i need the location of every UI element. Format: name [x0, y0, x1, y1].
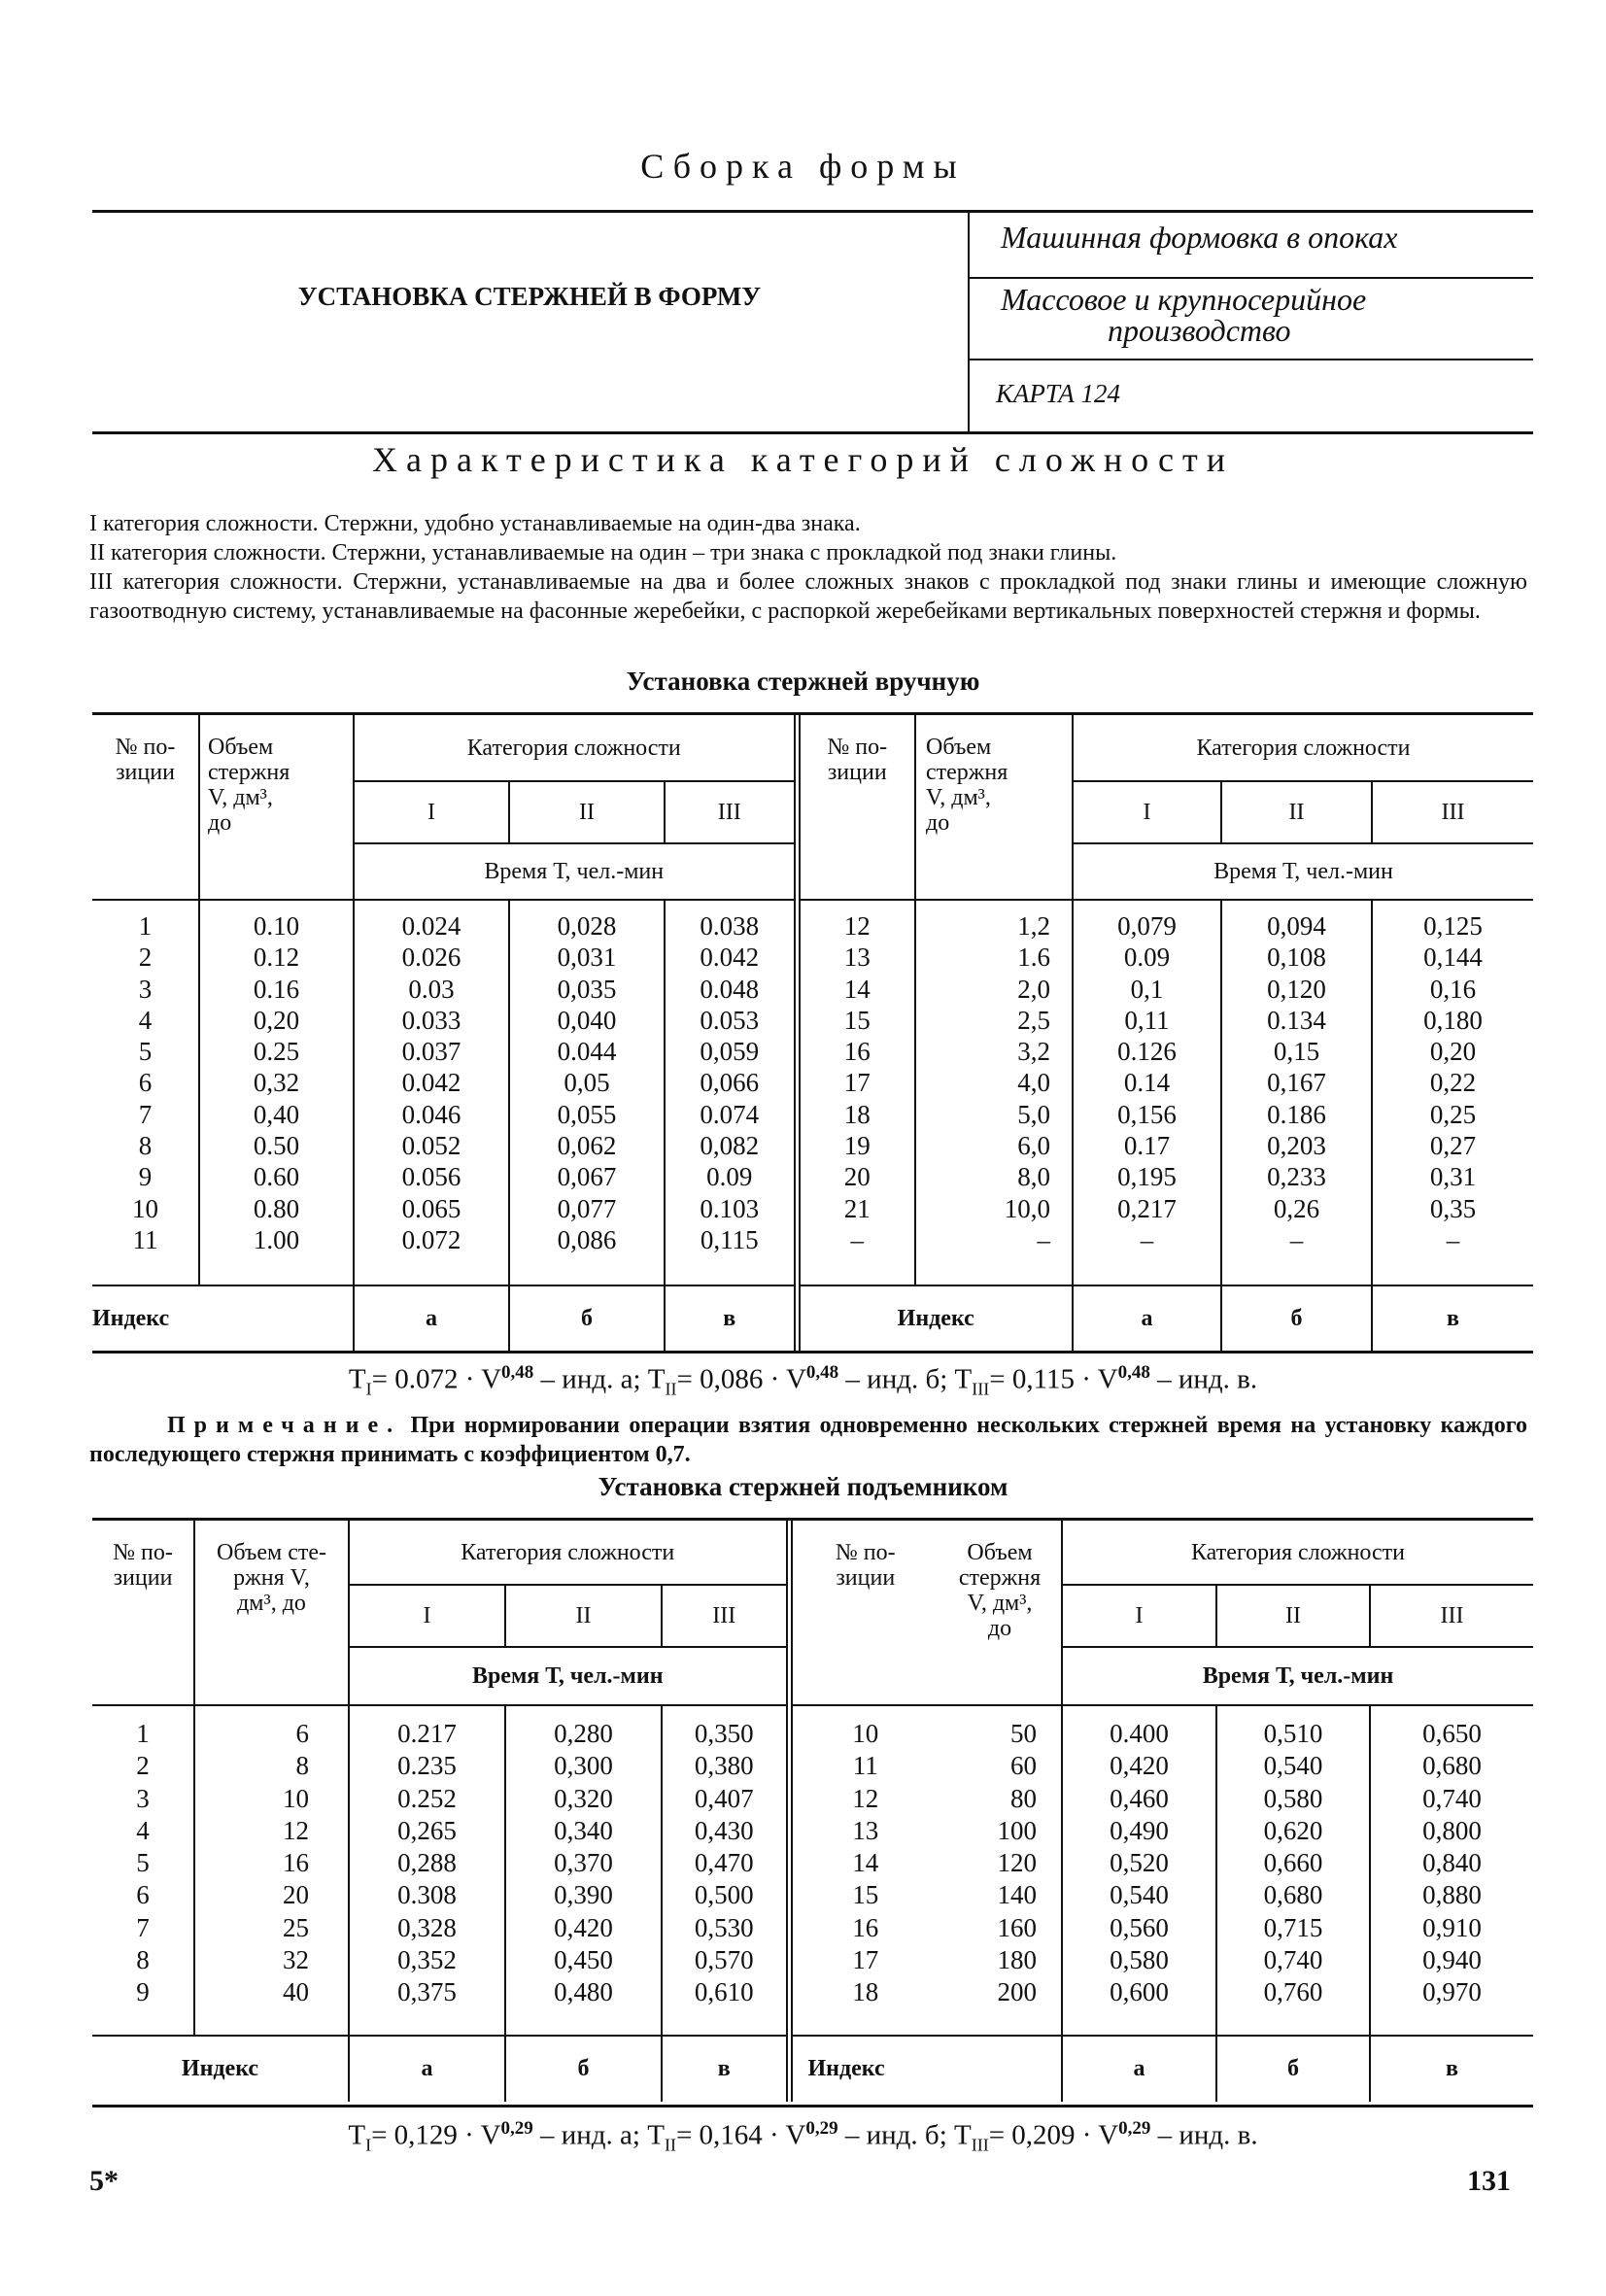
- t1-hdr-vol-right: Объем стержня V, дм³, до: [915, 715, 1073, 900]
- t2-col-pos-left: [92, 1705, 194, 2036]
- t1-index-label-right: Индекс: [797, 1285, 1073, 1352]
- t1-index-c-right: в: [1372, 1285, 1533, 1352]
- t2-hdr-cat-right: Категория сложности: [1062, 1521, 1533, 1585]
- t2-cat-3-left: III: [662, 1585, 789, 1647]
- t2-c3-right: 0,650 0,680 0,740 0,800 0,840 0,880 0,910 0,940 0,970: [1422, 1719, 1482, 2007]
- t2-index-b-right: б: [1216, 2036, 1370, 2102]
- t1-hdr-vol-left: Объем стержня V, дм³, до: [199, 715, 354, 900]
- table1-bottom-rule: [92, 1351, 1533, 1354]
- t2-cat-2-left: II: [505, 1585, 662, 1647]
- t1-col-c2-right: [1221, 900, 1372, 1285]
- t2-index-label-left: Индекс: [92, 2036, 349, 2102]
- t1-formula-i1: – инд. а; Т: [533, 1363, 666, 1395]
- t1-c1-right: 0,079 0.09 0,1 0,11 0.126 0.14 0,156 0.17 0,195 0,217 –: [1117, 911, 1177, 1254]
- t1-pos-right: 12 13 14 15 16 17 18 19 20 21 –: [843, 911, 871, 1254]
- t1-formula-i2: – инд. б; Т: [838, 1363, 973, 1395]
- header-production-type-1: Массовое и крупносерийное: [1001, 282, 1367, 317]
- t2-formula-sub1: I: [365, 2135, 372, 2155]
- t2-hdr-pos-left: № по- зиции: [113, 1540, 173, 1591]
- t2-col-c1-left: [349, 1705, 505, 2036]
- header-production-method: Машинная формовка в опоках: [1001, 220, 1398, 255]
- t2-c3-left: 0,350 0,380 0,407 0,430 0,470 0,500 0,530 0,570 0,610: [694, 1719, 754, 2007]
- header-bottom-rule: [92, 431, 1533, 434]
- t1-cat-1-left: I: [354, 781, 509, 843]
- t2-col-c2-right: [1216, 1705, 1370, 2036]
- card-number: КАРТА 124: [996, 379, 1120, 408]
- t1-col-c3-left: [665, 900, 797, 1285]
- t1-hdr-pos-left: № по- зиции: [115, 735, 176, 785]
- t2-col-pos-right: [789, 1705, 939, 2036]
- t2-formula-sub3: III: [971, 2135, 989, 2155]
- t1-hdr-pos-right: № по- зиции: [797, 715, 915, 900]
- t2-formula-t: Т: [348, 2119, 366, 2151]
- header-rule-1: [968, 277, 1533, 279]
- t2-index-a-right: а: [1062, 2036, 1216, 2102]
- t1-index-b-right: б: [1221, 1285, 1372, 1352]
- t2-hdr-vol-right: Объем стержня V, дм³, до: [958, 1540, 1042, 1641]
- t1-vol-left: 0.10 0.12 0.16 0,20 0.25 0,32 0,40 0.50 0.60 0.80 1.00: [253, 911, 300, 1254]
- t2-formula-i3: – инд. в.: [1150, 2119, 1258, 2151]
- t2-col-c3-left: [662, 1705, 789, 2036]
- t2-hdr-pos-right: № по- зиции: [789, 1521, 939, 1705]
- t1-hdr-time-left: Время Т, чел.-мин: [354, 843, 797, 900]
- t1-pos-left: 1 2 3 4 5 6 7 8 9 10 11: [132, 911, 158, 1254]
- t1-formula-e2: = 0,086 · V: [676, 1363, 806, 1395]
- table2: [92, 1521, 1533, 2102]
- t1-c3-right: 0,125 0,144 0,16 0,180 0,20 0,22 0,25 0,27 0,31 0,35 –: [1423, 911, 1483, 1254]
- note: [89, 1411, 1527, 1469]
- t1-formula-i3: – инд. в.: [1149, 1363, 1258, 1395]
- t2-hdr-time-right: Время Т, чел.-мин: [1062, 1647, 1533, 1705]
- t2-col-vol-left: [194, 1705, 349, 2036]
- t1-index-a-right: а: [1073, 1285, 1221, 1352]
- t1-formula-sub3: III: [972, 1379, 990, 1399]
- t1-hdr-time-right: Время Т, чел.-мин: [1073, 843, 1533, 900]
- t2-hdr-vol-left: Объем сте- ржня V, дм³, до: [194, 1521, 349, 1705]
- t2-vol-left: 6 8 10 12 16 20 25 32 40: [283, 1719, 309, 2007]
- t1-formula-p1: 0,48: [501, 1362, 534, 1383]
- t2-cat-2-right: II: [1216, 1585, 1370, 1647]
- t2-formula-sub2: II: [664, 2135, 676, 2155]
- t1-formula-e1: = 0.072 · V: [371, 1363, 502, 1395]
- t2-formula-p2: 0,29: [805, 2118, 838, 2139]
- t2-col-c1-right: [1062, 1705, 1216, 2036]
- t2-hdr-cat-left: Категория сложности: [349, 1521, 789, 1585]
- t2-col-c3-right: [1370, 1705, 1533, 2036]
- t1-cat-2-left: II: [509, 781, 665, 843]
- t1-c2-right: 0,094 0,108 0,120 0.134 0,15 0,167 0.186 0,203 0,233 0,26 –: [1267, 911, 1326, 1254]
- t1-formula-t: Т: [348, 1363, 366, 1395]
- category-1-text: I категория сложности. Стержни, удобно устанавливаемые на один-два знака.: [89, 511, 861, 536]
- t2-index-c-right: в: [1370, 2036, 1533, 2102]
- table2-formula: [0, 2118, 1606, 2155]
- t1-cat-3-left: III: [665, 781, 797, 843]
- t1-formula-e3: = 0,115 · V: [989, 1363, 1118, 1395]
- t2-index-a-left: а: [349, 2036, 505, 2102]
- page-number: 131: [1467, 2165, 1511, 2197]
- t1-hdr-cat-right: Категория сложности: [1073, 715, 1533, 781]
- category-2-text: II категория сложности. Стержни, устанавливаемые на один – три знака с прокладкой под знаки глины.: [89, 540, 1117, 565]
- t2-formula-e2: = 0,164 · V: [675, 2119, 806, 2151]
- t2-formula-i1: – инд. а; Т: [532, 2119, 665, 2151]
- t1-col-c1-left: [354, 900, 509, 1285]
- t1-c1-left: 0.024 0.026 0.03 0.033 0.037 0.042 0.046 0.052 0.056 0.065 0.072: [401, 911, 461, 1254]
- t1-col-c1-right: [1073, 900, 1221, 1285]
- t1-formula-sub1: I: [365, 1379, 372, 1399]
- section-title: Сборка формы: [640, 147, 966, 186]
- header-rule-2: [968, 359, 1533, 360]
- t2-formula-i2: – инд. б; Т: [837, 2119, 972, 2151]
- t1-index-label-left: Индекс: [92, 1285, 354, 1352]
- t1-col-vol-left: [199, 900, 354, 1285]
- table1-title: Установка стержней вручную: [626, 667, 980, 696]
- t1-hdr-cat-left: Категория сложности: [354, 715, 797, 781]
- table2-title: Установка стержней подъемником: [598, 1472, 1008, 1501]
- t2-index-b-left: б: [505, 2036, 662, 2102]
- t1-formula-p3: 0,48: [1117, 1362, 1150, 1383]
- t1-c3-left: 0.038 0.042 0.048 0.053 0,059 0,066 0.074 0,082 0.09 0.103 0,115: [700, 911, 760, 1254]
- note-label: Примечание.: [167, 1413, 402, 1438]
- t2-vol-right: 50 60 80 100 120 140 160 180 200: [997, 1719, 1037, 2007]
- t1-formula-p2: 0,48: [805, 1362, 839, 1383]
- t1-index-a-left: а: [354, 1285, 509, 1352]
- characteristics-title: Характеристика категорий сложности: [371, 440, 1234, 479]
- t2-formula-p3: 0,29: [1118, 2118, 1151, 2139]
- t1-col-pos-left: [92, 900, 199, 1285]
- category-3-text: III категория сложности. Стержни, устанавливаемые на два и более сложных знаков с прокладкой под знаки глины и имеющие сложную газоотводную систему, устанавливаемые на фасонные жеребейки, с распоркой жеребейками вертикальных поверхностей стержня и формы.: [89, 569, 1527, 624]
- header-divider: [968, 210, 970, 431]
- t2-formula-p1: 0,29: [500, 2118, 533, 2139]
- signature-mark: 5*: [89, 2165, 119, 2197]
- t1-index-c-left: в: [665, 1285, 797, 1352]
- t1-cat-3-right: III: [1372, 781, 1533, 843]
- t2-col-vol-right: [939, 1705, 1062, 2036]
- t2-index-label-right: Индекс: [789, 2036, 1062, 2102]
- t1-vol-right: 1,2 1.6 2,0 2,5 3,2 4,0 5,0 6,0 8,0 10,0 –: [1004, 911, 1050, 1254]
- table1: [92, 715, 1533, 1352]
- t2-c2-right: 0,510 0,540 0,580 0,620 0,660 0,680 0,715 0,740 0,760: [1263, 1719, 1323, 2007]
- table2-bottom-rule: [92, 2105, 1533, 2108]
- categories-description: [89, 509, 1527, 626]
- t1-col-c3-right: [1372, 900, 1533, 1285]
- t2-index-c-left: в: [662, 2036, 789, 2102]
- t1-formula-sub2: II: [665, 1379, 677, 1399]
- t1-col-c2-left: [509, 900, 665, 1285]
- t2-formula-e3: = 0,209 · V: [988, 2119, 1119, 2151]
- t1-cat-1-right: I: [1073, 781, 1221, 843]
- t2-cat-3-right: III: [1370, 1585, 1533, 1647]
- t2-c2-left: 0,280 0,300 0,320 0,340 0,370 0,390 0,420 0,450 0,480: [554, 1719, 613, 2007]
- t1-cat-2-right: II: [1221, 781, 1372, 843]
- t1-col-vol-right: [915, 900, 1073, 1285]
- t2-formula-e1: = 0,129 · V: [371, 2119, 501, 2151]
- header-top-rule: [92, 210, 1533, 213]
- table1-formula: [0, 1362, 1606, 1399]
- t2-cat-1-right: I: [1062, 1585, 1216, 1647]
- t2-hdr-time-left: Время Т, чел.-мин: [349, 1647, 789, 1705]
- t2-c1-left: 0.217 0.235 0.252 0,265 0,288 0.308 0,328 0,352 0,375: [397, 1719, 457, 2007]
- t1-col-pos-right: [797, 900, 915, 1285]
- card-title: УСТАНОВКА СТЕРЖНЕЙ В ФОРМУ: [297, 282, 762, 311]
- t2-pos-left: 1 2 3 4 5 6 7 8 9: [136, 1719, 150, 2007]
- t2-pos-right: 10 11 12 13 14 15 16 17 18: [852, 1719, 879, 2007]
- t2-cat-1-left: I: [349, 1585, 505, 1647]
- note-text: При нормировании операции взятия одновременно нескольких стержней время на установку каждого последующего стержня принимать с коэффициентом 0,7.: [89, 1413, 1527, 1467]
- t2-c1-right: 0.400 0,420 0,460 0,490 0,520 0,540 0,560 0,580 0,600: [1110, 1719, 1169, 2007]
- t2-col-c2-left: [505, 1705, 662, 2036]
- header-production-type-2: производство: [1108, 313, 1291, 348]
- t1-c2-left: 0,028 0,031 0,035 0,040 0.044 0,05 0,055 0,062 0,067 0,077 0,086: [557, 911, 617, 1254]
- t1-index-b-left: б: [509, 1285, 665, 1352]
